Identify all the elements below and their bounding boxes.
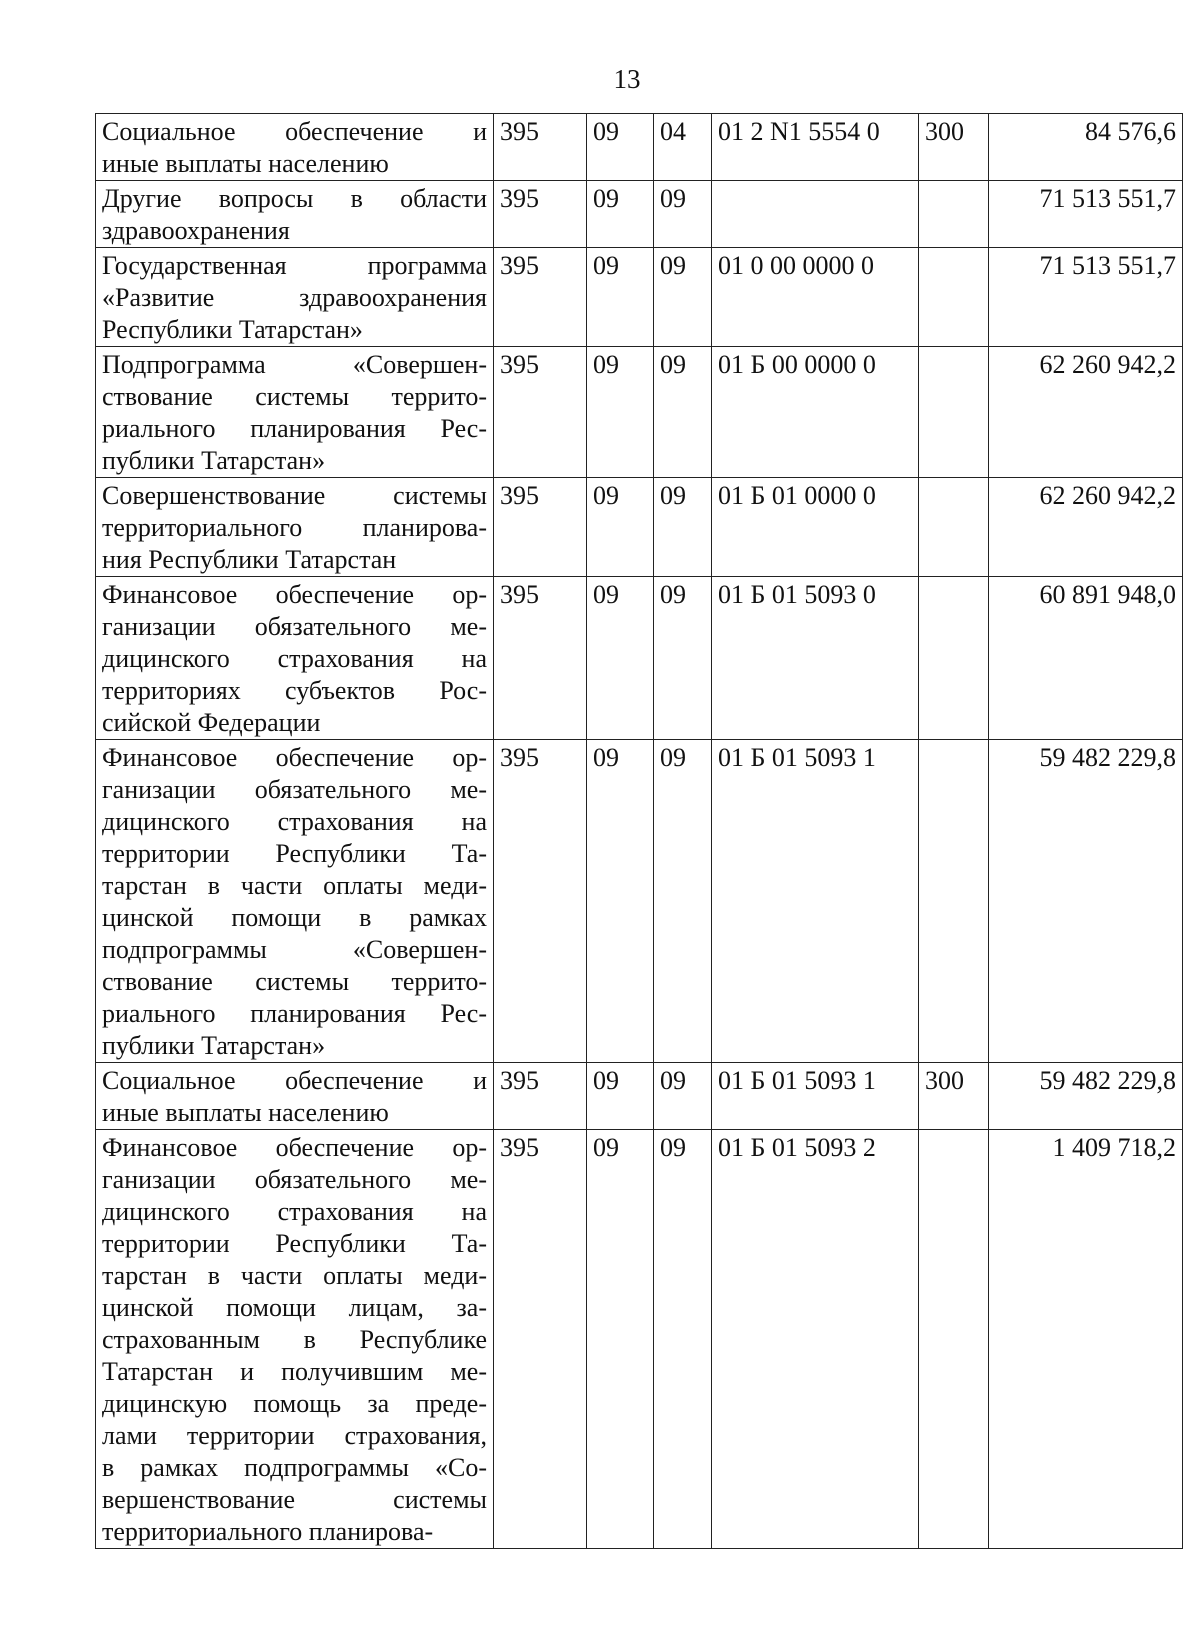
- expense-type-cell: 300: [919, 114, 989, 181]
- amount-cell: 71 513 551,7: [989, 181, 1183, 248]
- grbs-cell: 395: [494, 114, 587, 181]
- expense-type-cell: [919, 347, 989, 478]
- section-cell: 09: [587, 478, 654, 577]
- item-name-line: ствование системы террито-: [102, 967, 487, 996]
- expense-type-cell: [919, 1130, 989, 1549]
- expense-type-cell: [919, 181, 989, 248]
- item-name-line: тарстан в части оплаты меди-: [102, 1261, 487, 1290]
- target-article-cell: 01 Б 01 5093 1: [712, 1063, 919, 1130]
- item-name-cell: [96, 248, 494, 347]
- amount-cell: 59 482 229,8: [989, 740, 1183, 1063]
- item-name-line: Финансовое обеспечение ор-: [102, 580, 487, 609]
- table-row: [96, 740, 1183, 1063]
- amount-cell: 59 482 229,8: [989, 1063, 1183, 1130]
- item-name-line: Другие вопросы в области: [102, 184, 487, 213]
- subsection-cell: 09: [654, 181, 712, 248]
- item-name-line: публики Татарстан»: [102, 446, 326, 475]
- section-cell: 09: [587, 114, 654, 181]
- budget-table: [95, 113, 1183, 1549]
- item-name-line: иные выплаты населению: [102, 149, 389, 178]
- table-row: [96, 478, 1183, 577]
- amount-cell: 1 409 718,2: [989, 1130, 1183, 1549]
- item-name-line: Финансовое обеспечение ор-: [102, 1133, 487, 1162]
- item-name-line: территориального планирова-: [102, 1517, 434, 1546]
- item-name-line: Совершенствование системы: [102, 481, 487, 510]
- item-name-line: подпрограммы «Совершен-: [102, 935, 487, 964]
- amount-cell: 84 576,6: [989, 114, 1183, 181]
- item-name-line: риального планирования Рес-: [102, 414, 487, 443]
- item-name-line: лами территории страхования,: [102, 1421, 487, 1450]
- item-name-cell: [96, 181, 494, 248]
- grbs-cell: 395: [494, 347, 587, 478]
- page-number: 13: [613, 64, 641, 94]
- expense-type-cell: [919, 478, 989, 577]
- item-name-line: ния Республики Татарстан: [102, 545, 397, 574]
- item-name-cell: [96, 577, 494, 740]
- item-name-line: Социальное обеспечение и: [102, 1066, 487, 1095]
- item-name-cell: [96, 740, 494, 1063]
- target-article-cell: [712, 181, 919, 248]
- item-name-line: иные выплаты населению: [102, 1098, 389, 1127]
- item-name-line: дицинского страхования на: [102, 807, 487, 836]
- item-name-cell: [96, 114, 494, 181]
- item-name-line: цинской помощи в рамках: [102, 903, 487, 932]
- table-row: [96, 181, 1183, 248]
- subsection-cell: 09: [654, 248, 712, 347]
- item-name-line: ганизации обязательного ме-: [102, 1165, 487, 1194]
- item-name-cell: [96, 1130, 494, 1549]
- item-name-line: в рамках подпрограммы «Со-: [102, 1453, 487, 1482]
- subsection-cell: 09: [654, 1063, 712, 1130]
- grbs-cell: 395: [494, 1063, 587, 1130]
- item-name-line: ствование системы террито-: [102, 382, 487, 411]
- section-cell: 09: [587, 740, 654, 1063]
- target-article-cell: 01 Б 01 5093 2: [712, 1130, 919, 1549]
- target-article-cell: 01 Б 01 5093 1: [712, 740, 919, 1063]
- item-name-line: цинской помощи лицам, за-: [102, 1293, 487, 1322]
- item-name-line: дицинского страхования на: [102, 644, 487, 673]
- item-name-line: Финансовое обеспечение ор-: [102, 743, 487, 772]
- table-row: [96, 577, 1183, 740]
- section-cell: 09: [587, 248, 654, 347]
- amount-cell: 62 260 942,2: [989, 478, 1183, 577]
- expense-type-cell: [919, 248, 989, 347]
- target-article-cell: 01 2 N1 5554 0: [712, 114, 919, 181]
- item-name-cell: [96, 347, 494, 478]
- item-name-line: тарстан в части оплаты меди-: [102, 871, 487, 900]
- grbs-cell: 395: [494, 181, 587, 248]
- table-row: [96, 347, 1183, 478]
- target-article-cell: 01 0 00 0000 0: [712, 248, 919, 347]
- item-name-cell: [96, 478, 494, 577]
- grbs-cell: 395: [494, 577, 587, 740]
- section-cell: 09: [587, 347, 654, 478]
- target-article-cell: 01 Б 01 5093 0: [712, 577, 919, 740]
- subsection-cell: 09: [654, 740, 712, 1063]
- item-name-line: «Развитие здравоохранения: [102, 283, 487, 312]
- item-name-line: Татарстан и получившим ме-: [102, 1357, 487, 1386]
- table-row: [96, 1063, 1183, 1130]
- subsection-cell: 04: [654, 114, 712, 181]
- budget-table-body: [96, 114, 1183, 1549]
- item-name-line: риального планирования Рес-: [102, 999, 487, 1028]
- item-name-line: ганизации обязательного ме-: [102, 775, 487, 804]
- subsection-cell: 09: [654, 577, 712, 740]
- expense-type-cell: [919, 577, 989, 740]
- subsection-cell: 09: [654, 347, 712, 478]
- amount-cell: 62 260 942,2: [989, 347, 1183, 478]
- table-row: [96, 1130, 1183, 1549]
- subsection-cell: 09: [654, 1130, 712, 1549]
- target-article-cell: 01 Б 01 0000 0: [712, 478, 919, 577]
- table-row: [96, 114, 1183, 181]
- section-cell: 09: [587, 1063, 654, 1130]
- item-name-line: сийской Федерации: [102, 708, 321, 737]
- expense-type-cell: [919, 740, 989, 1063]
- item-name-line: вершенствование системы: [102, 1485, 487, 1514]
- expense-type-cell: 300: [919, 1063, 989, 1130]
- item-name-line: дицинского страхования на: [102, 1197, 487, 1226]
- grbs-cell: 395: [494, 740, 587, 1063]
- item-name-line: Государственная программа: [102, 251, 487, 280]
- subsection-cell: 09: [654, 478, 712, 577]
- item-name-line: публики Татарстан»: [102, 1031, 326, 1060]
- item-name-line: территориях субъектов Рос-: [102, 676, 487, 705]
- item-name-line: здравоохранения: [102, 216, 290, 245]
- section-cell: 09: [587, 1130, 654, 1549]
- grbs-cell: 395: [494, 478, 587, 577]
- amount-cell: 60 891 948,0: [989, 577, 1183, 740]
- item-name-line: страхованным в Республике: [102, 1325, 487, 1354]
- item-name-cell: [96, 1063, 494, 1130]
- item-name-line: дицинскую помощь за преде-: [102, 1389, 487, 1418]
- item-name-line: территории Республики Та-: [102, 839, 487, 868]
- item-name-line: Подпрограмма «Совершен-: [102, 350, 487, 379]
- section-cell: 09: [587, 577, 654, 740]
- table-row: [96, 248, 1183, 347]
- grbs-cell: 395: [494, 248, 587, 347]
- item-name-line: ганизации обязательного ме-: [102, 612, 487, 641]
- item-name-line: Республики Татарстан»: [102, 315, 363, 344]
- amount-cell: 71 513 551,7: [989, 248, 1183, 347]
- item-name-line: Социальное обеспечение и: [102, 117, 487, 146]
- section-cell: 09: [587, 181, 654, 248]
- grbs-cell: 395: [494, 1130, 587, 1549]
- item-name-line: территориального планирова-: [102, 513, 487, 542]
- item-name-line: территории Республики Та-: [102, 1229, 487, 1258]
- target-article-cell: 01 Б 00 0000 0: [712, 347, 919, 478]
